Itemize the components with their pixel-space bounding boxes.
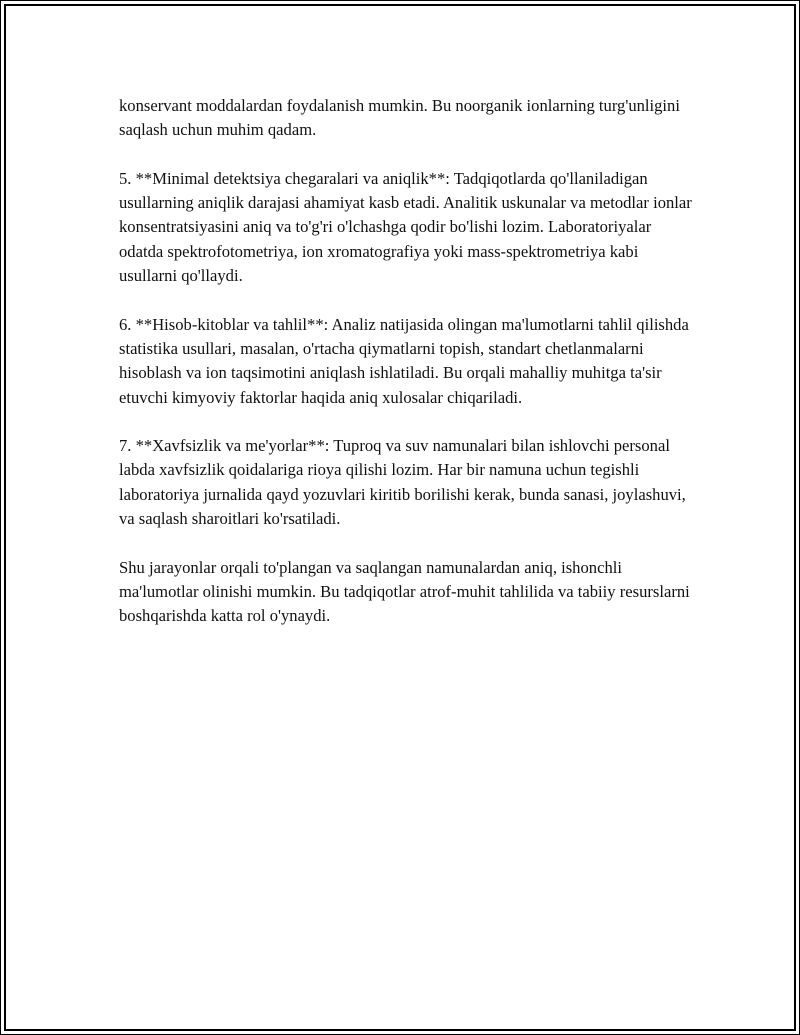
paragraph-conclusion: Shu jarayonlar orqali to'plangan va saqlangan namunalardan aniq, ishonchli ma'lumotlar olinishi mumkin. Bu tadqiqotlar atrof-muhit tahlilida va tabiiy resurslarni boshqarishda katta rol o'ynaydi. xyxy=(119,557,690,626)
document-body xyxy=(119,94,699,653)
paragraph-item-7: 7. **Xavfsizlik va me'yorlar**: Tuproq va suv namunalari bilan ishlovchi personal labda xavfsizlik qoidalariga rioya qilishi lozim. Har bir namuna uchun tegishli laboratoriya jurnalida qayd yozuvlari kiritib borilishi kerak, bunda sanasi, joylashuvi, va saqlash sharoitlari ko'rsatiladi. xyxy=(119,436,686,529)
paragraph-continuation: konservant moddalardan foydalanish mumkin. Bu noorganik ionlarning turg'unligini saqlash uchun muhim qadam. xyxy=(119,96,680,140)
paragraph-item-5: 5. **Minimal detektsiya chegaralari va aniqlik**: Tadqiqotlarda qo'llaniladigan usullarning aniqlik darajasi ahamiyat kasb etadi. Analitik uskunalar va metodlar ionlar konsentratsiyasini aniq va to'g'ri o'lchashga qodir bo'lishi lozim. Laboratoriyalar odatda spektrofotometriya, ion xromatografiya yoki mass-spektrometriya kabi usullarni qo'llaydi. xyxy=(119,168,692,286)
paragraph-item-6: 6. **Hisob-kitoblar va tahlil**: Analiz natijasida olingan ma'lumotlarni tahlil qilishda statistika usullari, masalan, o'rtacha qiymatlarni topish, standart chetlanmalarni hisoblash va ion taqsimotini aniqlash ishlatiladi. Bu orqali mahalliy muhitga ta'sir etuvchi kimyoviy faktorlar haqida aniq xulosalar chiqariladi. xyxy=(119,314,689,407)
